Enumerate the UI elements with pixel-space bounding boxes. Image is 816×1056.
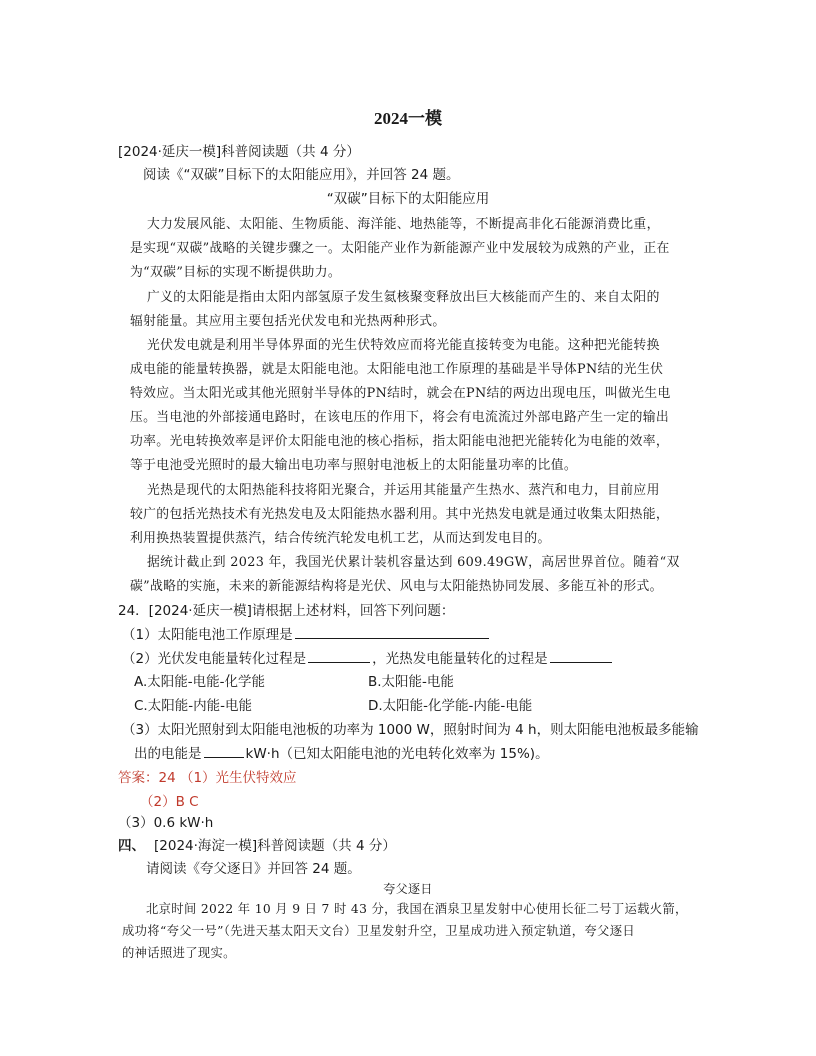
question-2-text-b: ，光热发电能量转化的过程是 bbox=[372, 651, 548, 667]
article-line: 碳”战略的实施，未来的新能源结构将是光伏、风电与太阳能热协同发展、多能互补的形式。 bbox=[130, 579, 663, 594]
question-1 bbox=[122, 625, 491, 644]
article-line: 光伏发电就是利用半导体界面的光生伏特效应而将光能直接转变为电能。这种把光能转换 bbox=[147, 338, 660, 353]
article-line: 大力发展风能、太阳能、生物质能、海洋能、地热能等，不断提高非化石能源消费比重， bbox=[147, 217, 660, 232]
article-line: 成电能的能量转换器，就是太阳能电池。太阳能电池工作原理的基础是半导体PN结的光生伏 bbox=[130, 362, 664, 377]
question-3-line1: （3）太阳光照射到太阳能电池板的功率为 1000 W，照射时间为 4 h，则太阳能电池板最多能输 bbox=[122, 722, 699, 738]
article-line: 为“双碳”目标的实现不断提供助力。 bbox=[130, 265, 341, 280]
answer-line-2: （2）B C bbox=[140, 794, 199, 810]
article-line: 等于电池受光照时的最大输出电功率与照射电池板上的太阳能量功率的比值。 bbox=[130, 458, 577, 473]
question-3-line2 bbox=[134, 744, 549, 763]
section1-heading: [2024·延庆一模]科普阅读题（共 4 分） bbox=[118, 144, 360, 160]
section2-article-title: 夸父逐日 bbox=[383, 882, 433, 896]
question-intro: 24．[2024·延庆一模]请根据上述材料，回答下列问题： bbox=[118, 603, 455, 619]
article-line: 利用换热装置提供蒸汽，结合传统汽轮发电机工艺，从而达到发电目的。 bbox=[130, 531, 551, 546]
question-2-text-a: （2）光伏发电能量转化过程是 bbox=[122, 651, 307, 667]
page-title: 2024一模 bbox=[374, 109, 442, 128]
article-line: 压。当电池的外部接通电路时，在该电压的作用下，将会有电流流过外部电路产生一定的输出 bbox=[130, 410, 670, 425]
answer-blank[interactable] bbox=[550, 649, 612, 663]
article-line: 是实现“双碳”战略的关键步骤之一。太阳能产业作为新能源产业中发展较为成熟的产业，正在 bbox=[130, 241, 670, 256]
question-3-text-b: kW·h（已知太阳能电池的光电转化效率为 15%)。 bbox=[245, 746, 549, 762]
question-2 bbox=[122, 649, 614, 668]
section1-article-title: “双碳”目标下的太阳能应用 bbox=[326, 191, 490, 207]
article-line: 的神话照进了现实。 bbox=[122, 946, 236, 960]
answer-line-1: 答案：24 （1）光生伏特效应 bbox=[118, 770, 297, 786]
section2-heading: [2024·海淀一模]科普阅读题（共 4 分） bbox=[154, 838, 396, 854]
option-d: D.太阳能-化学能-内能-电能 bbox=[368, 698, 533, 714]
option-c: C.太阳能-内能-电能 bbox=[134, 698, 252, 714]
article-line: 成功将“夸父一号”（先进天基太阳天文台）卫星发射升空，卫星成功进入预定轨道，夸父逐日 bbox=[122, 924, 635, 938]
answer-blank[interactable] bbox=[295, 625, 489, 639]
article-line: 辐射能量。其应用主要包括光伏发电和光热两种形式。 bbox=[130, 314, 446, 329]
answer-blank[interactable] bbox=[308, 649, 370, 663]
section2-instruction: 请阅读《夸父逐日》并回答 24 题。 bbox=[146, 861, 361, 877]
answer-line-3: （3）0.6 kW·h bbox=[118, 815, 214, 831]
article-line: 光热是现代的太阳热能科技将阳光聚合，并运用其能量产生热水、蒸汽和电力，目前应用 bbox=[147, 483, 660, 498]
section1-instruction: 阅读《“双碳”目标下的太阳能应用》，并回答 24 题。 bbox=[143, 167, 460, 183]
question-1-text: （1）太阳能电池工作原理是 bbox=[122, 627, 293, 643]
article-line: 较广的包括光热技术有光热发电及太阳能热水器利用。其中光热发电就是通过收集太阳热能， bbox=[130, 507, 670, 522]
article-line: 据统计截止到 2023 年，我国光伏累计装机容量达到 609.49GW，高居世界首位。随着“双 bbox=[147, 555, 680, 570]
option-b: B.太阳能-电能 bbox=[368, 674, 454, 690]
question-3-text-a: 出的电能是 bbox=[134, 746, 202, 762]
article-line: 特效应。当太阳光或其他光照射半导体的PN结时，就会在PN结的两边出现电压，叫做光生电 bbox=[130, 386, 671, 401]
answer-blank[interactable] bbox=[204, 744, 244, 758]
option-a: A.太阳能-电能-化学能 bbox=[134, 674, 266, 690]
section2-number: 四、 bbox=[118, 838, 145, 854]
article-line: 功率。光电转换效率是评价太阳能电池的核心指标，指太阳能电池把光能转化为电能的效率， bbox=[130, 434, 670, 449]
article-line: 广义的太阳能是指由太阳内部氢原子发生氦核聚变释放出巨大核能而产生的、来自太阳的 bbox=[147, 290, 660, 305]
article-line: 北京时间 2022 年 10 月 9 日 7 时 43 分，我国在酒泉卫星发射中心使用长征二号丁运载火箭， bbox=[146, 902, 688, 916]
